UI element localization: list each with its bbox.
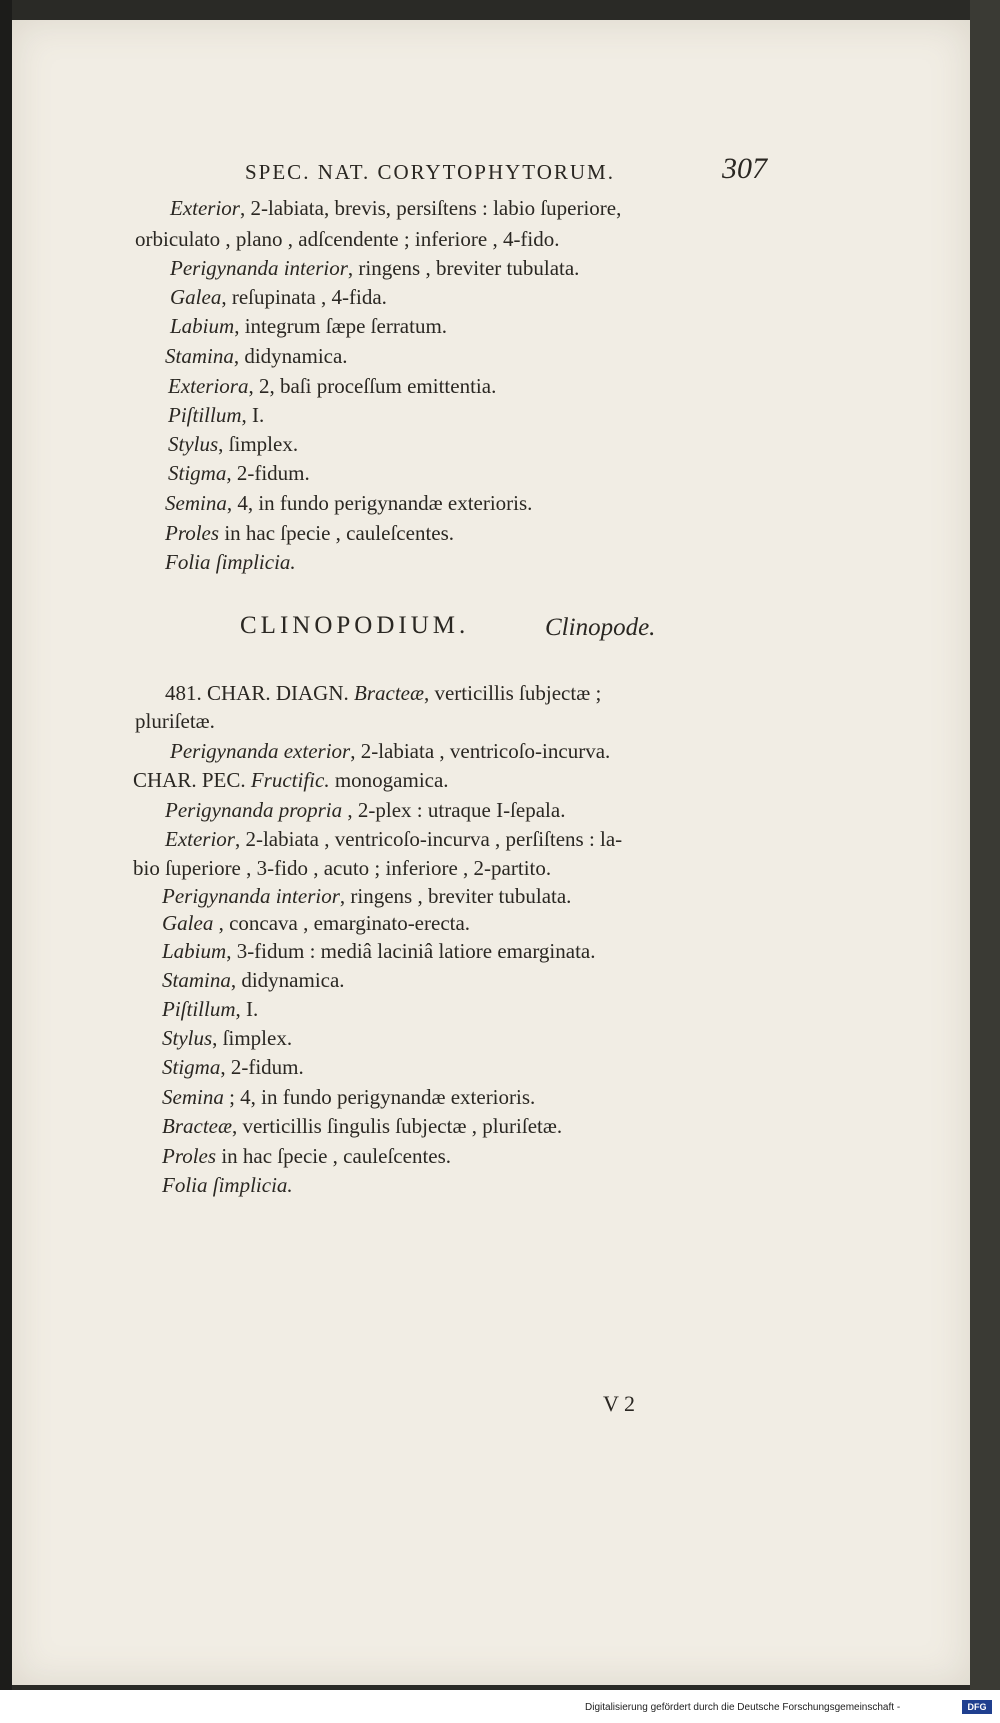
text-line: Exterior, 2-labiata, brevis, persiſtens : labio ſuperiore, (170, 196, 622, 220)
text-line: Perigynanda interior, ringens , breviter tubulata. (162, 884, 572, 908)
text-line: Perigynanda interior, ringens , breviter tubulata. (170, 256, 580, 280)
text-line: Galea, reſupinata , 4-fida. (170, 285, 387, 309)
dfg-logo-icon: DFG (962, 1700, 992, 1714)
page-edge (970, 0, 1000, 1690)
section-subtitle: Clinopode. (545, 614, 656, 641)
text-line: Stigma, 2-fidum. (168, 461, 310, 485)
text-line: 481. CHAR. DIAGN. Bracteæ, verticillis ſubjectæ ; (165, 681, 602, 705)
text-line: Stamina, didynamica. (162, 968, 345, 992)
text-line: pluriſetæ. (135, 709, 215, 733)
text-line: orbiculato , plano , adſcendente ; inferiore , 4-fido. (135, 227, 560, 251)
text-line: Labium, 3-fidum : mediâ laciniâ latiore emarginata. (162, 939, 596, 963)
footer-credit: Digitalisierung gefördert durch die Deutsche Forschungsgemeinschaft - (585, 1702, 901, 1713)
page-number: 307 (722, 152, 767, 185)
text-line: Folia ſimplicia. (165, 550, 296, 574)
text-line: Piſtillum, I. (162, 997, 259, 1021)
text-line: Semina ; 4, in fundo perigynandæ exterioris. (162, 1085, 536, 1109)
text-line: CHAR. PEC. Fructific. monogamica. (133, 768, 449, 792)
text-line: Bracteæ, verticillis ſingulis ſubjectæ , pluriſetæ. (162, 1114, 563, 1138)
text-line: Folia ſimplicia. (162, 1173, 293, 1197)
text-line: Proles in hac ſpecie , cauleſcentes. (162, 1144, 452, 1168)
text-line: Piſtillum, I. (168, 403, 265, 427)
text-line: Perigynanda exterior, 2-labiata , ventricoſo-incurva. (170, 739, 611, 763)
text-line: Stamina, didynamica. (165, 344, 348, 368)
text-line: Stylus, ſimplex. (168, 432, 299, 456)
signature-mark: V 2 (603, 1391, 635, 1416)
text-line: Exteriora, 2, baſi proceſſum emittentia. (168, 374, 497, 398)
text-line: Perigynanda propria , 2-plex : utraque I-ſepala. (165, 798, 566, 822)
text-line: Semina, 4, in fundo perigynandæ exterioris. (165, 491, 533, 515)
text-line: Stigma, 2-fidum. (162, 1055, 304, 1079)
book-spine (0, 0, 12, 1723)
text-line: Stylus, ſimplex. (162, 1026, 293, 1050)
text-line: bio ſuperiore , 3-fido , acuto ; inferiore , 2-partito. (133, 856, 552, 880)
section-title: CLINOPODIUM. (240, 612, 470, 639)
text-line: Exterior, 2-labiata , ventricoſo-incurva , perſiſtens : la- (165, 827, 623, 851)
text-line: Proles in hac ſpecie , cauleſcentes. (165, 521, 455, 545)
text-line: Galea , concava , emarginato-erecta. (162, 911, 471, 935)
text-line: Labium, integrum ſæpe ſerratum. (170, 314, 448, 338)
running-title: SPEC. NAT. CORYTOPHYTORUM. (245, 160, 615, 184)
